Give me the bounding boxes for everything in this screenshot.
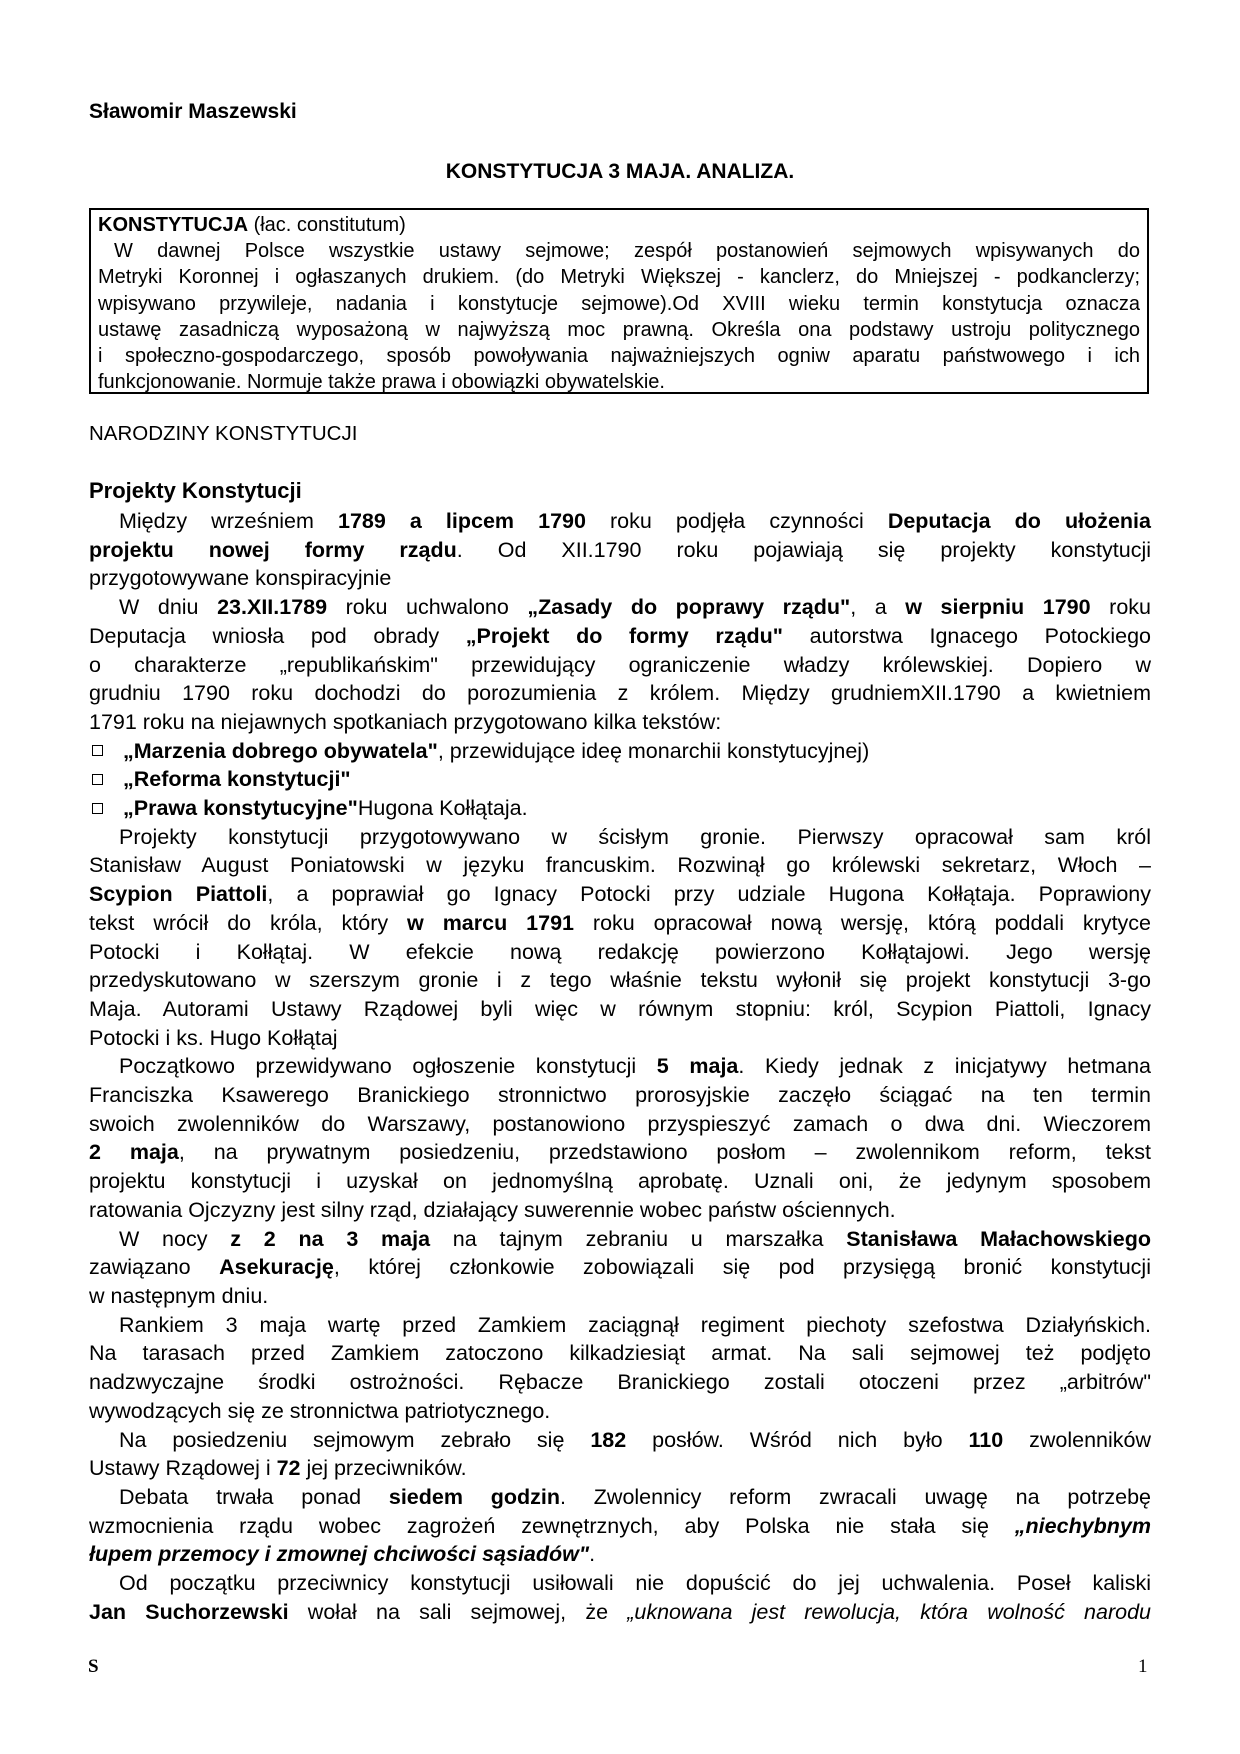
square-bullet-icon [92, 803, 103, 814]
definition-box [89, 208, 1149, 394]
paragraph-line: swoich zwolenników do Warszawy, postanowiono przyspieszyć zamach o dwa dni. Wieczorem [89, 1111, 1151, 1136]
paragraph-line: Między wrześniem 1789 a lipcem 1790 roku podjęła czynności Deputacja do ułożenia [119, 509, 1151, 533]
definition-line: Metryki Koronnej i ogłaszanych drukiem. (do Metryki Większej - kanclerz, do Mniejszej - podkanclerzy; [98, 266, 1140, 289]
paragraph-line: Stanisław August Poniatowski w języku francuskim. Rozwinął go królewski sekretarz, Włoch – [89, 853, 1151, 878]
author-name: Sławomir Maszewski [89, 100, 297, 123]
footer-left-mark: S [88, 1656, 99, 1677]
paragraph-line: Projekty konstytucji przygotowywano w ścisłym gronie. Pierwszy opracował sam król [119, 824, 1151, 849]
page-number: 1 [1138, 1656, 1148, 1677]
paragraph-line: Debata trwała ponad siedem godzin. Zwolennicy reform zwracali uwagę na potrzebę [119, 1484, 1152, 1509]
bullet-item: „Prawa konstytucyjne" Hugona Kołłątaja. [89, 794, 1151, 823]
paragraph-line: o charakterze „republikańskim" przewidujący ograniczenie władzy królewskiej. Dopiero w [89, 652, 1151, 677]
paragraph-line: Deputacja wniosła pod obrady „Projekt do formy rządu" autorstwa Ignacego Potockiego [89, 623, 1151, 648]
paragraph-line: wywodzących się ze stronnictwa patriotycznego. [89, 1398, 551, 1423]
definition-line: ustawę zasadniczą wyposażoną w najwyższą moc prawną. Określa ona podstawy ustroju politycznego [98, 318, 1140, 341]
paragraph-line: nadzwyczajne środki ostrożności. Rębacze Branickiego zostali otoczeni przez „arbitrów" [89, 1370, 1151, 1395]
paragraph-line: tekst wrócił do króla, który w marcu 1791 roku opracował nową wersję, którą poddali krytyce [89, 910, 1151, 935]
paragraph-line: W nocy z 2 na 3 maja na tajnym zebraniu u marszałka Stanisława Małachowskiego [119, 1226, 1151, 1251]
paragraph-line: Maja. Autorami Ustawy Rządowej byli więc w równym stopniu: król, Scypion Piattoli, Ignacy [89, 996, 1151, 1021]
square-bullet-icon [92, 745, 103, 756]
paragraph-line: łupem przemocy i zmownej chciwości sąsiadów". [89, 1542, 596, 1567]
paragraph-line: Od początku przeciwnicy konstytucji usiłowali nie dopuścić do jej uchwalenia. Poseł kaliski [119, 1571, 1151, 1596]
definition-heading [98, 212, 1140, 238]
subheading: Projekty Konstytucji [89, 478, 302, 503]
definition-term: KONSTYTUCJA [98, 214, 249, 236]
paragraph-line: Na posiedzeniu sejmowym zebrało się 182 posłów. Wśród nich było 110 zwolenników [119, 1427, 1151, 1452]
paragraph-line: grudniu 1790 roku dochodzi do porozumienia z królem. Między grudniemXII.1790 a kwietniem [89, 681, 1151, 706]
paragraph-line: 2 maja, na prywatnym posiedzeniu, przedstawiono posłom – zwolennikom reform, tekst [89, 1140, 1151, 1165]
definition-line: W dawnej Polsce wszystkie ustawy sejmowe; zespół postanowień sejmowych wpisywanych do [114, 240, 1140, 263]
paragraph-line: ratowania Ojczyzny jest silny rząd, działający suwerennie wobec państw ościennych. [89, 1197, 896, 1222]
paragraph-line: projektu konstytucji i uzyskał on jednomyślną aprobatę. Uznali oni, że jedynym sposobem [89, 1169, 1151, 1194]
paragraph-line: w następnym dniu. [89, 1283, 269, 1308]
paragraph-line: Rankiem 3 maja wartę przed Zamkiem zaciągnął regiment piechoty szefostwa Działyńskich. [119, 1312, 1151, 1337]
paragraph-line: Na tarasach przed Zamkiem zatoczono kilkadziesiąt armat. Na sali sejmowej też podjęto [89, 1341, 1151, 1366]
paragraph-line: Scypion Piattoli, a poprawiał go Ignacy Potocki przy udziale Hugona Kołłątaja. Poprawiony [89, 882, 1151, 907]
paragraph-line: Ustawy Rządowej i 72 jej przeciwników. [89, 1456, 467, 1481]
section-heading: NARODZINY KONSTYTUCJI [89, 422, 358, 445]
square-bullet-icon [92, 774, 103, 785]
paragraph-line: zawiązano Asekurację, której członkowie zobowiązali się pod przysięgą bronić konstytucji [89, 1255, 1151, 1280]
paragraph-line: Franciszka Ksawerego Branickiego stronnictwo prorosyjskie zaczęło ściągać na ten termin [89, 1083, 1151, 1108]
definition-term-note: (łac. constitutum) [248, 214, 406, 236]
paragraph-line: przygotowywane konspiracyjnie [89, 566, 392, 591]
bullet-item: „Marzenia dobrego obywatela" , przewidujące ideę monarchii konstytucyjnej) [89, 737, 1151, 766]
paragraph-line: projektu nowej formy rządu. Od XII.1790 roku pojawiają się projekty konstytucji [89, 537, 1151, 562]
paragraph-line: W dniu 23.XII.1789 roku uchwalono „Zasady do poprawy rządu", a w sierpniu 1790 roku [119, 595, 1151, 620]
body-text [89, 507, 1151, 1626]
definition-line: funkcjonowanie. Normuje także prawa i obowiązki obywatelskie. [98, 371, 665, 394]
paragraph-line: Początkowo przewidywano ogłoszenie konstytucji 5 maja. Kiedy jednak z inicjatywy hetmana [119, 1054, 1152, 1079]
paragraph-line: wzmocnienia rządu wobec zagrożeń zewnętrznych, aby Polska nie stała się „niechybnym [89, 1513, 1151, 1538]
paragraph-line: Potocki i Kołłątaj. W efekcie nową redakcję powierzono Kołłątajowi. Jego wersję [89, 939, 1151, 964]
definition-line: wpisywano przywileje, nadania i konstytucje sejmowe).Od XVIII wieku termin konstytucja oznacza [98, 292, 1140, 315]
bullet-item: „Reforma konstytucji" [89, 765, 1151, 794]
paragraph-line: przedyskutowano w szerszym gronie i z tego właśnie tekstu wyłonił się projekt konstytucji 3-go [89, 968, 1151, 993]
document-title: KONSTYTUCJA 3 MAJA. ANALIZA. [445, 160, 795, 183]
paragraph-line: Potocki i ks. Hugo Kołłątaj [89, 1025, 338, 1050]
paragraph-line: Jan Suchorzewski wołał na sali sejmowej, że „uknowana jest rewolucja, która wolność narodu [89, 1599, 1152, 1624]
paragraph-line: 1791 roku na niejawnych spotkaniach przygotowano kilka tekstów: [89, 709, 722, 734]
definition-line: i społeczno-gospodarczego, sposób powoływania najważniejszych ogniw aparatu państwowego i ich [98, 345, 1140, 368]
